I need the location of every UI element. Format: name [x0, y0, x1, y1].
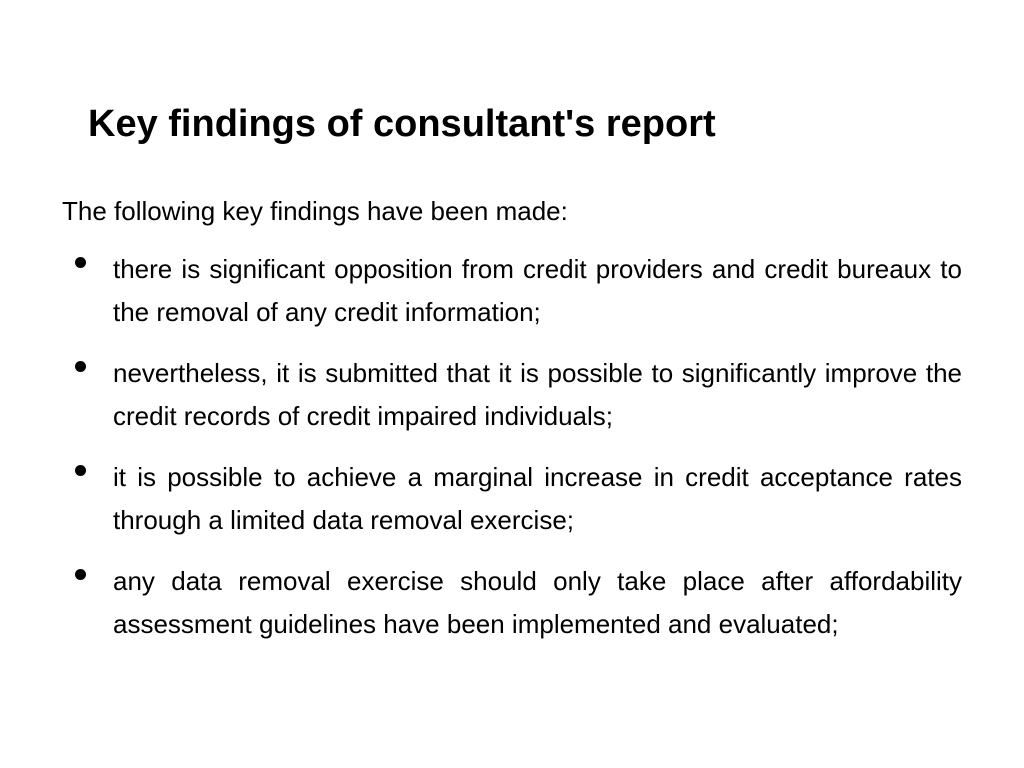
- finding-text: nevertheless, it is submitted that it is possible to significantly improve the credit records of credit impaired individuals;: [113, 358, 962, 431]
- finding-text: it is possible to achieve a marginal increase in credit acceptance rates through a limited data removal exercise;: [113, 462, 962, 535]
- finding-item: [62, 352, 962, 438]
- finding-item: [62, 456, 962, 542]
- finding-item: [62, 248, 962, 334]
- bullet-dot-icon: [75, 465, 86, 476]
- bullet-dot-icon: [75, 569, 86, 580]
- bullet-dot-icon: [75, 257, 86, 268]
- finding-item: [62, 560, 962, 646]
- finding-text: any data removal exercise should only take place after affordability assessment guidelines have been implemented and evaluated;: [113, 566, 962, 639]
- findings-list: [62, 248, 962, 664]
- slide-title: Key findings of consultant's report: [88, 103, 716, 145]
- intro-text: The following key findings have been made:: [62, 196, 568, 226]
- finding-text: there is significant opposition from credit providers and credit bureaux to the removal of any credit information;: [113, 254, 962, 327]
- bullet-dot-icon: [75, 361, 86, 372]
